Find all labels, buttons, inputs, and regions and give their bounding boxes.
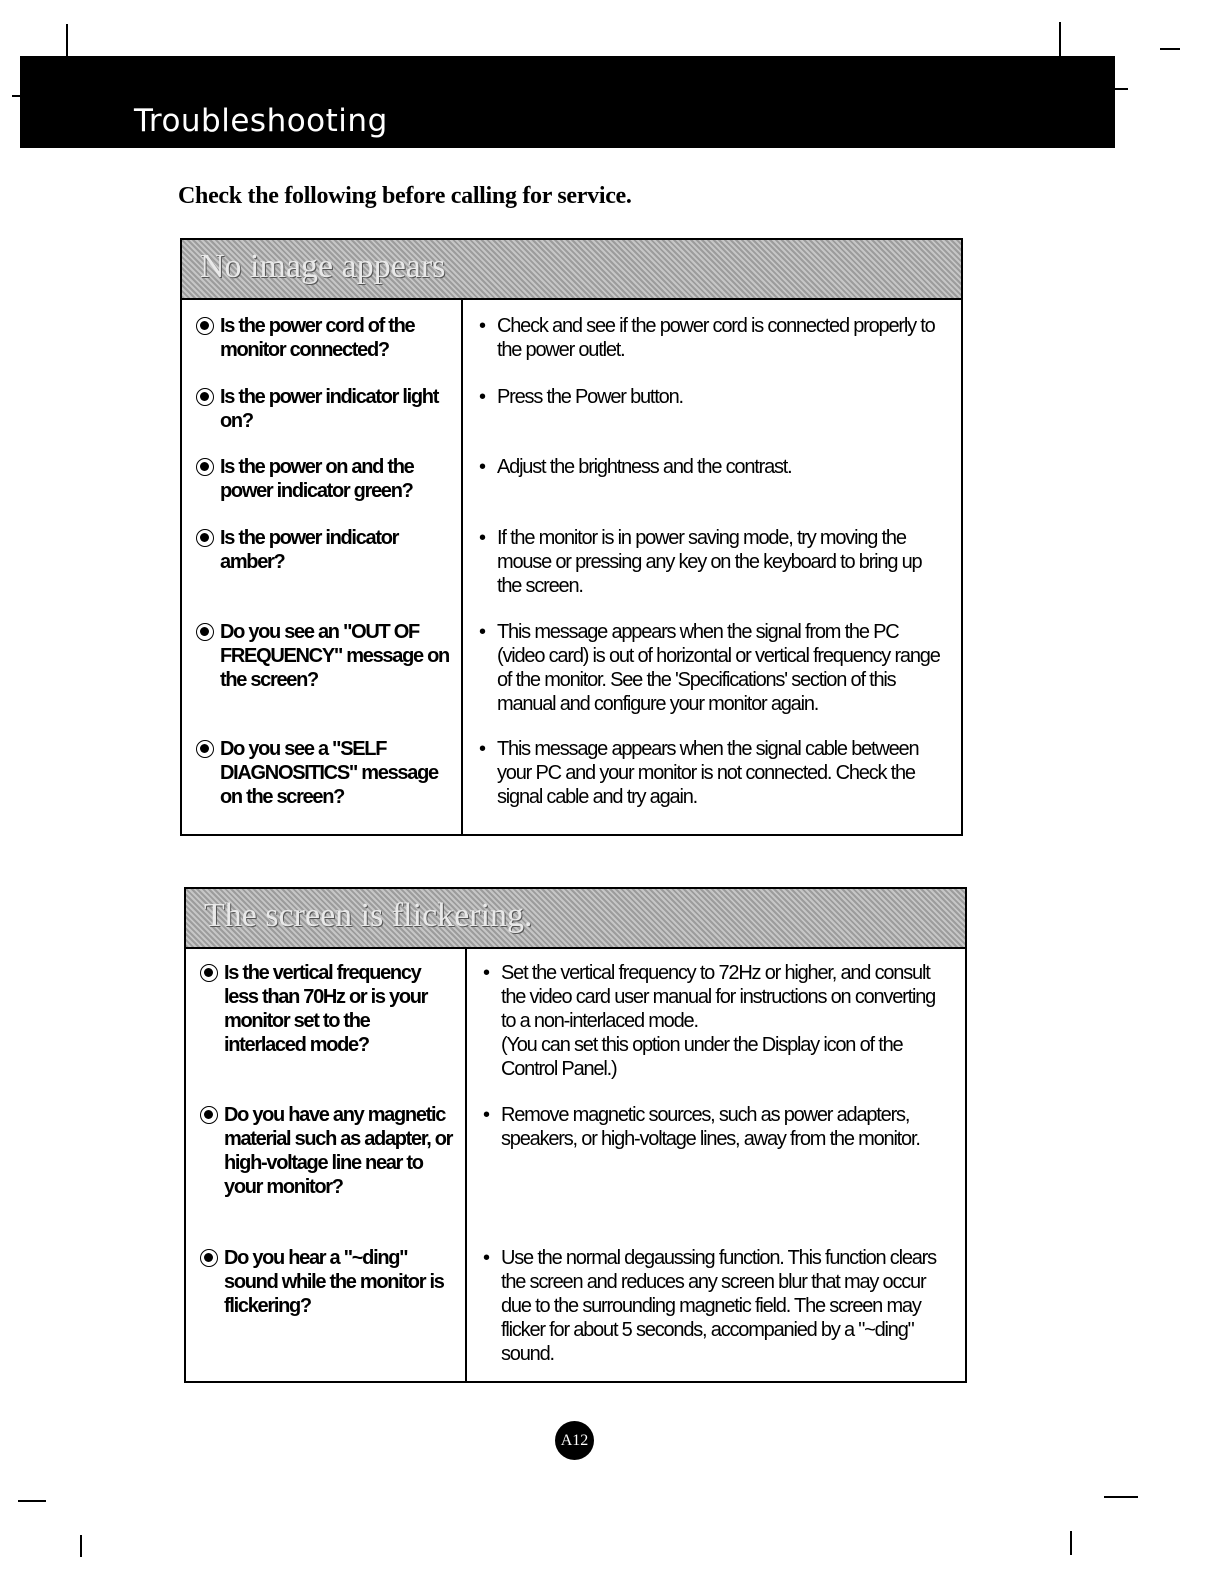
crop-mark bbox=[1160, 48, 1180, 50]
bullet-dot-icon: • bbox=[479, 315, 485, 337]
answer: • If the monitor is in power saving mode, try moving the mouse or pressing any key on the keyboard to bring up the screen. bbox=[479, 527, 922, 597]
question: Is the power cord of the monitor connected? bbox=[196, 314, 451, 362]
bullet-dot-icon: • bbox=[479, 527, 485, 549]
answer: • Press the Power button. bbox=[479, 386, 683, 408]
section-title: The screen is flickering. bbox=[204, 897, 533, 934]
page-title: Troubleshooting bbox=[134, 103, 388, 139]
column-divider bbox=[465, 949, 467, 1381]
page-number-badge: A12 bbox=[555, 1421, 594, 1460]
crop-mark bbox=[80, 1535, 82, 1557]
bullet-dot-icon: • bbox=[479, 621, 485, 643]
bullet-dot-icon: • bbox=[479, 386, 485, 408]
circle-bullet-icon bbox=[200, 1249, 218, 1267]
question: Do you see an "OUT OF FREQUENCY" message on the screen? bbox=[196, 620, 451, 692]
section-header bbox=[182, 240, 961, 300]
circle-bullet-icon bbox=[200, 1106, 218, 1124]
answer: • Adjust the brightness and the contrast. bbox=[479, 456, 792, 478]
crop-mark bbox=[1114, 88, 1128, 90]
question: Do you hear a "~ding" sound while the monitor is flickering? bbox=[200, 1246, 455, 1318]
bullet-dot-icon: • bbox=[479, 738, 485, 760]
circle-bullet-icon bbox=[196, 317, 214, 335]
answer: • This message appears when the signal from the PC (video card) is out of horizontal or vertical frequency range of the monitor. See the 'Specifications' section of this manual and configure your monitor again. bbox=[479, 621, 940, 715]
answer: • Set the vertical frequency to 72Hz or higher, and consult the video card user manual for instructions on converting to a non-interlaced mode. (You can set this option under the Display icon of the Control Panel.) bbox=[483, 961, 953, 1081]
crop-mark bbox=[66, 24, 68, 60]
section-flickering bbox=[184, 887, 967, 1383]
crop-mark bbox=[1070, 1531, 1072, 1555]
question: Is the power indicator amber? bbox=[196, 526, 451, 574]
circle-bullet-icon bbox=[196, 740, 214, 758]
answer-note: (You can set this option under the Display icon of the Control Panel.) bbox=[501, 1034, 903, 1080]
answer: • Check and see if the power cord is connected properly to the power outlet. bbox=[479, 315, 935, 361]
question: Do you see a "SELF DIAGNOSITICS" message on the screen? bbox=[196, 737, 451, 809]
answer: • This message appears when the signal cable between your PC and your monitor is not connected. Check the signal cable and try again. bbox=[479, 738, 919, 808]
question: Is the power indicator light on? bbox=[196, 385, 451, 433]
column-divider bbox=[461, 300, 463, 834]
circle-bullet-icon bbox=[200, 964, 218, 982]
circle-bullet-icon bbox=[196, 623, 214, 641]
crop-mark bbox=[1059, 22, 1061, 58]
section-title: No image appears bbox=[200, 248, 446, 285]
question: Do you have any magnetic material such as adapter, or high-voltage line near to your monitor? bbox=[200, 1103, 455, 1199]
bullet-dot-icon: • bbox=[479, 456, 485, 478]
answer: • Remove magnetic sources, such as power adapters, speakers, or high-voltage lines, away from the monitor. bbox=[483, 1104, 920, 1150]
answer: • Use the normal degaussing function. This function clears the screen and reduces any screen blur that may occur due to the surrounding magnetic field. The screen may flicker for about 5 seconds, accompanied by a "~ding" sound. bbox=[483, 1247, 936, 1365]
bullet-dot-icon: • bbox=[483, 1247, 489, 1269]
crop-mark bbox=[18, 1500, 46, 1502]
question: Is the vertical frequency less than 70Hz or is your monitor set to the interlaced mode? bbox=[200, 961, 455, 1057]
bullet-dot-icon: • bbox=[483, 1104, 489, 1126]
crop-mark bbox=[1104, 1496, 1138, 1498]
circle-bullet-icon bbox=[196, 458, 214, 476]
intro-text: Check the following before calling for service. bbox=[178, 183, 632, 209]
bullet-dot-icon: • bbox=[483, 962, 489, 984]
question: Is the power on and the power indicator green? bbox=[196, 455, 451, 503]
section-header bbox=[186, 889, 965, 949]
circle-bullet-icon bbox=[196, 388, 214, 406]
circle-bullet-icon bbox=[196, 529, 214, 547]
section-no-image bbox=[180, 238, 963, 836]
